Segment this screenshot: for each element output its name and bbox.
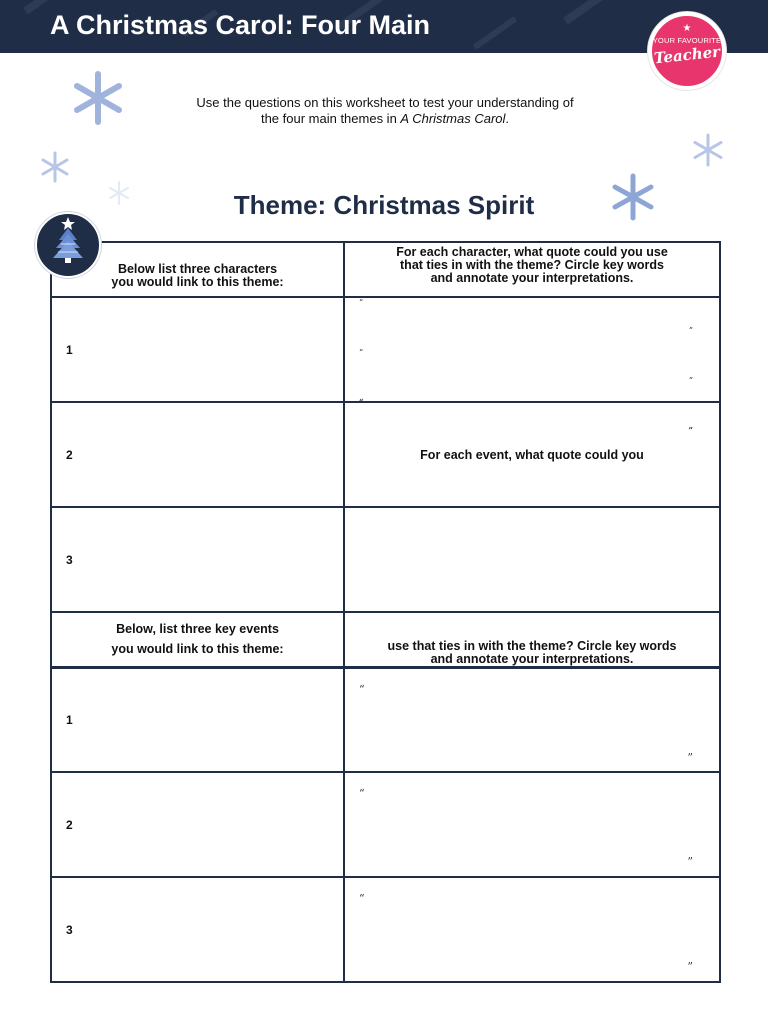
intro-line2 [130,111,640,127]
logo-line2: Teacher [653,42,721,68]
brand-logo [648,12,726,90]
intro-text [130,95,640,127]
row-number: 3 [66,552,73,567]
quote-cell[interactable] [344,507,720,612]
row-number: 2 [66,817,73,832]
events-header-row [51,612,720,667]
row-number: 1 [66,712,73,727]
close-quote-mark: ” [687,855,693,868]
christmas-tree-badge [35,212,101,278]
close-quote-mark: ” [687,750,693,764]
intro-line2-pre: the four main themes in [260,111,401,126]
header-line: you would link to this theme: [111,642,284,657]
row-number: 2 [66,447,73,462]
open-quote-mark: “ [359,682,365,696]
event-cell[interactable] [51,772,344,877]
header-line: Below list three characters [117,261,278,276]
open-quote-mark: “ [359,892,365,905]
header-line: use that ties in with the theme? Circle key words [387,639,677,653]
open-quote-mark: “ [359,397,364,407]
quote-cell[interactable] [344,772,720,877]
logo-line1: YOUR FAVOURITE [652,36,722,45]
events-left-header [51,612,344,667]
header-line: that ties in with the theme? Circle key words [400,258,664,272]
header-line: For each character, what quote could you use [396,245,668,259]
open-quote-mark: “ [359,298,364,307]
row-number: 3 [66,922,73,937]
event-cell[interactable] [51,667,344,772]
quote-cell[interactable] [344,297,720,402]
quote-cell[interactable] [344,877,720,982]
table-row [51,507,720,612]
intro-book-title: A Christmas Carol [400,111,506,126]
characters-right-header [344,242,720,297]
row-number: 1 [66,342,73,357]
close-quote-mark: ” [687,960,693,973]
character-cell[interactable] [51,297,344,402]
intro-line2-post: . [505,111,510,126]
close-quote-mark: ” [688,425,693,435]
intro-line1: Use the questions on this worksheet to test your understanding of [196,95,574,110]
close-quote-mark: ” [688,376,693,385]
table-row [51,297,720,402]
theme-title: Theme: Christmas Spirit [233,190,535,220]
table-row [51,402,720,507]
events-right-header [344,612,720,667]
close-quote-mark: ” [688,326,693,335]
open-quote-mark: “ [359,348,364,357]
star-icon: ★ [682,23,692,34]
header-line: and annotate your interpretations. [430,651,634,666]
worksheet-table [50,241,721,983]
character-cell[interactable] [51,402,344,507]
snowflake-icon [70,70,126,126]
event-prompt-text: For each event, what quote could you [420,447,644,462]
snowflake-icon [690,132,726,168]
table-row [51,772,720,877]
character-cell[interactable] [51,507,344,612]
header-line: you would link to this theme: [111,274,284,289]
open-quote-mark: “ [359,787,365,800]
page-title: A Christmas Carol: Four Main [50,10,431,40]
quote-cell[interactable] [344,667,720,772]
header-line: Below, list three key events [116,622,279,637]
event-cell[interactable] [51,877,344,982]
quote-cell[interactable] [344,397,720,507]
characters-header-row [51,242,720,297]
table-row [51,667,720,772]
header-line: and annotate your interpretations. [430,271,634,285]
snowflake-icon [38,150,72,184]
table-row [51,877,720,982]
christmas-tree-icon [37,214,99,276]
